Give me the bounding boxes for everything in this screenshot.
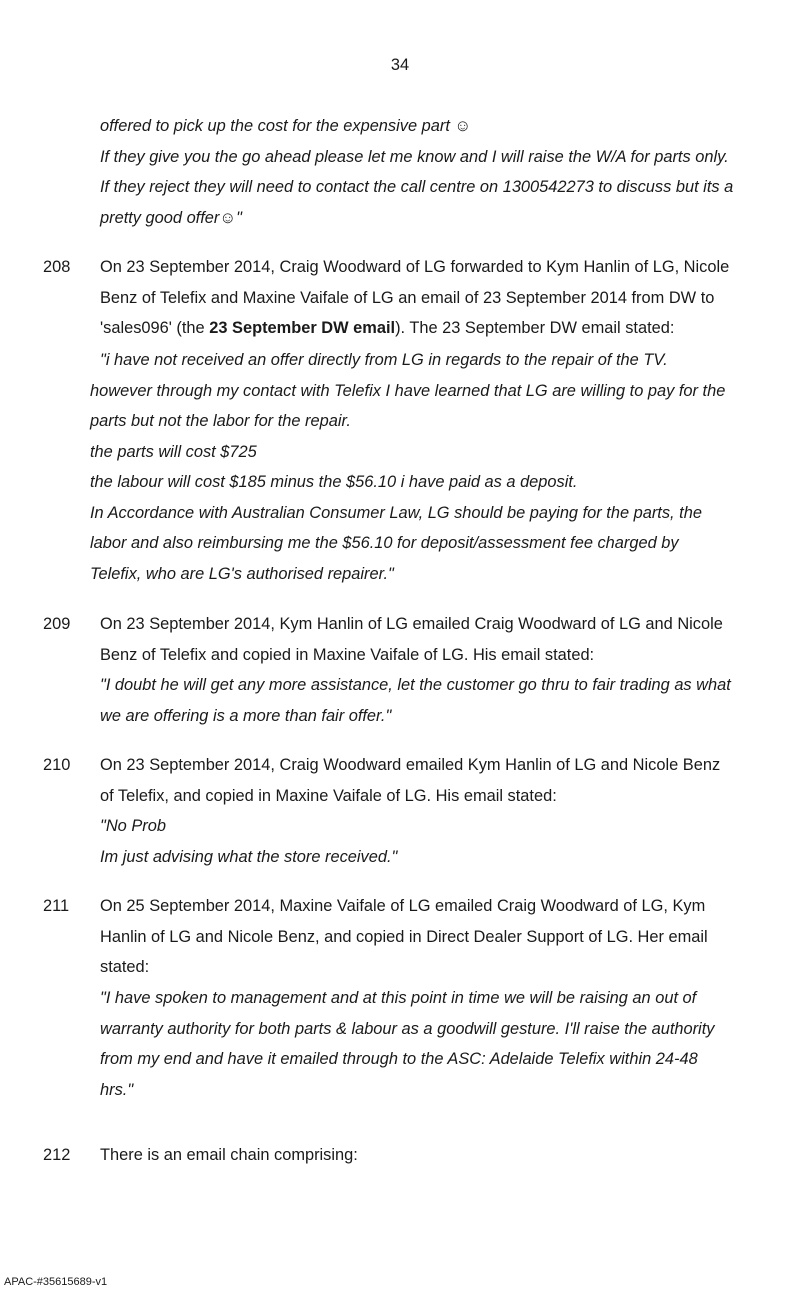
quote-line: "I doubt he will get any more assistance, let the customer go thru to fair trading as what: [100, 676, 731, 694]
paragraph-number-212: 212: [43, 1146, 71, 1164]
paragraph-number-208: 208: [43, 258, 71, 276]
paragraph-number-209: 209: [43, 615, 71, 633]
quote-line: the parts will cost $725: [90, 442, 257, 461]
paragraph-210-body: [100, 750, 720, 811]
body-text: 'sales096' (the: [100, 319, 210, 337]
quote-line: If they give you the go ahead please let me know and I will raise the W/A for parts only.: [100, 147, 729, 166]
paragraph-211-quote: [100, 983, 714, 1105]
body-text: ). The 23 September DW email stated:: [395, 319, 675, 337]
document-id: APAC-#35615689-v1: [4, 1276, 108, 1288]
body-line: On 23 September 2014, Craig Woodward emailed Kym Hanlin of LG and Nicole Benz: [100, 756, 721, 774]
body-line: Benz of Telefix and Maxine Vaifale of LG an email of 23 September 2014 from DW to: [100, 288, 715, 307]
paragraph-208-body: [100, 252, 729, 344]
defined-term: 23 September DW email: [209, 319, 396, 337]
paragraph-211-body: [100, 891, 708, 983]
quote-line: parts but not the labor for the repair.: [90, 412, 351, 430]
body-line: Benz of Telefix and copied in Maxine Vaifale of LG. His email stated:: [100, 645, 595, 664]
paragraph-209-quote: [100, 670, 731, 731]
quote-line: "I have spoken to management and at this point in time we will be raising an out of: [100, 989, 697, 1007]
quote-line: warranty authority for both parts & labour as a goodwill gesture. I'll raise the authority: [100, 1019, 715, 1038]
body-line: On 23 September 2014, Craig Woodward of LG forwarded to Kym Hanlin of LG, Nicole: [100, 258, 730, 276]
quote-line: Im just advising what the store received.": [100, 847, 398, 866]
paragraph-212-body: [100, 1140, 358, 1171]
quote-line: we are offering is a more than fair offer.": [100, 706, 392, 725]
body-line: On 23 September 2014, Kym Hanlin of LG emailed Craig Woodward of LG and Nicole: [100, 615, 723, 633]
quote-line: from my end and have it emailed through to the ASC: Adelaide Telefix within 24-48: [100, 1050, 698, 1068]
body-line: [100, 313, 729, 344]
body-line: Hanlin of LG and Nicole Benz, and copied in Direct Dealer Support of LG. Her email: [100, 927, 708, 946]
quote-line: offered to pick up the cost for the expensive part ☺: [100, 117, 472, 135]
quote-line: pretty good offer☺": [100, 208, 242, 227]
quote-line: hrs.": [100, 1080, 134, 1099]
carryover-quote: [100, 111, 733, 233]
body-line: On 25 September 2014, Maxine Vaifale of LG emailed Craig Woodward of LG, Kym: [100, 897, 706, 915]
quote-line: "No Prob: [100, 817, 166, 835]
quote-line: In Accordance with Australian Consumer Law, LG should be paying for the parts, the: [90, 503, 702, 522]
paragraph-210-quote: [100, 811, 397, 872]
body-line: There is an email chain comprising:: [100, 1146, 358, 1164]
quote-line: the labour will cost $185 minus the $56.10 i have paid as a deposit.: [90, 473, 578, 491]
paragraph-number-211: 211: [43, 897, 70, 915]
paragraph-number-210: 210: [43, 756, 71, 774]
page-number: 34: [390, 56, 410, 74]
paragraph-208-quote: [90, 345, 725, 589]
quote-line: Telefix, who are LG's authorised repairer.": [90, 564, 394, 583]
quote-line: labor and also reimbursing me the $56.10 for deposit/assessment fee charged by: [90, 534, 679, 552]
quote-line: If they reject they will need to contact the call centre on 1300542273 to discuss but its a: [100, 178, 734, 196]
quote-line: "i have not received an offer directly from LG in regards to the repair of the TV.: [100, 351, 668, 369]
quote-line: however through my contact with Telefix I have learned that LG are willing to pay for the: [90, 381, 726, 400]
body-line: of Telefix, and copied in Maxine Vaifale of LG. His email stated:: [100, 786, 557, 805]
paragraph-209-body: [100, 609, 723, 670]
body-line: stated:: [100, 958, 150, 976]
